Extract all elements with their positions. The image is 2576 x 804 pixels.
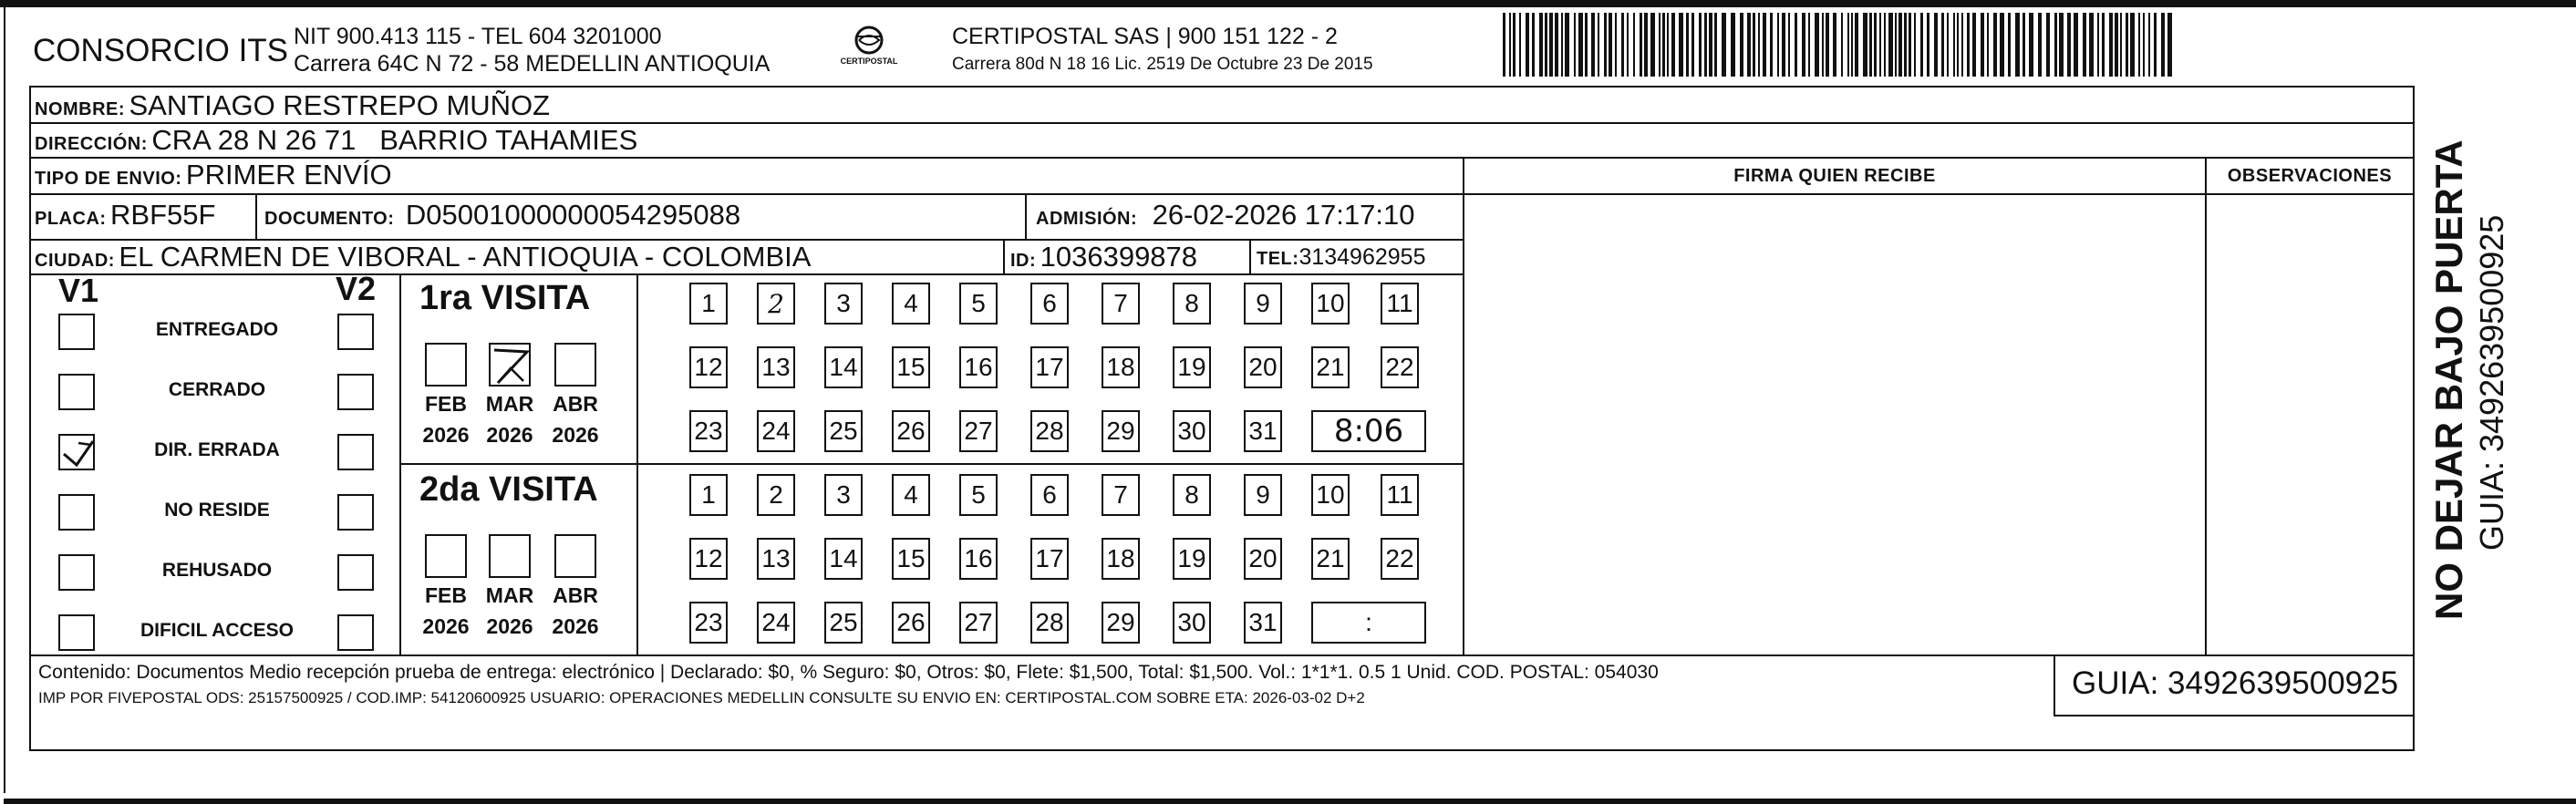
- visit2-month-checkbox[interactable]: [489, 534, 531, 578]
- side-guia: GUIA: 3492639500925: [2473, 214, 2510, 551]
- barcode-bar: [2008, 13, 2011, 77]
- barcode-bar: [1895, 13, 1897, 77]
- tel-value: 3134962955: [1298, 244, 1426, 270]
- barcode-bar: [1795, 13, 1797, 77]
- barcode-bar: [1731, 13, 1735, 77]
- barcode-bar: [2000, 13, 2004, 77]
- visit2-day-box[interactable]: 31: [1244, 602, 1282, 644]
- visit2-day-box[interactable]: 26: [892, 602, 930, 644]
- barcode-bar: [1953, 13, 1955, 77]
- nombre-row: [35, 89, 550, 122]
- barcode-bar: [1549, 13, 1553, 77]
- barcode-bar: [1993, 13, 1997, 77]
- barcode-bar: [1513, 13, 1516, 77]
- ciudad-label: CIUDAD:: [35, 251, 115, 271]
- admision-value: 26-02-2026 17:17:10: [1152, 199, 1415, 231]
- footer-imp: IMP POR FIVEPOSTAL ODS: 25157500925 / COD.IMP: 54120600925 USUARIO: OPERACIONES MEDELLIN CONSULTE SU ENVIO EN: CERTIPOSTAL.COM SOBRE ETA: 2026-03-02 D+2: [38, 689, 1365, 706]
- visit2-day-box[interactable]: 9: [1244, 474, 1282, 516]
- cell-divider: [1249, 239, 1251, 273]
- visit1-day-box[interactable]: 3: [824, 283, 863, 325]
- barcode-bar: [1855, 13, 1858, 77]
- status-v1-checkbox[interactable]: [58, 374, 95, 410]
- barcode-bar: [2046, 13, 2050, 77]
- visit1-month-checkbox[interactable]: [425, 343, 467, 387]
- id-label: ID:: [1010, 251, 1037, 271]
- firma-header: FIRMA QUIEN RECIBE: [1733, 166, 1936, 186]
- barcode-bar: [1777, 13, 1779, 77]
- barcode-bar: [1740, 13, 1743, 77]
- visit2-month-label: MAR: [485, 583, 534, 607]
- barcode-bar: [1545, 13, 1547, 77]
- certipostal-logo: [837, 22, 901, 77]
- barcode-bar: [1961, 13, 1963, 77]
- visit1-day-box[interactable]: 23: [689, 410, 728, 452]
- barcode-bar: [1947, 13, 1949, 77]
- visit1-day-box[interactable]: 16: [959, 346, 998, 388]
- visit1-day-box[interactable]: 27: [959, 410, 998, 452]
- visit1-day-box[interactable]: 20: [1244, 346, 1282, 388]
- barcode-bar: [1782, 13, 1785, 77]
- visit2-day-box[interactable]: 24: [757, 602, 795, 644]
- top-edge: [0, 0, 2576, 7]
- barcode-bar: [2102, 13, 2105, 77]
- status-v1-checkbox[interactable]: [58, 434, 95, 470]
- visit1-day-box[interactable]: 22: [1381, 346, 1419, 388]
- barcode-bar: [1847, 13, 1849, 77]
- barcode-bar: [1627, 13, 1629, 77]
- visit1-month-checkbox[interactable]: [554, 343, 596, 387]
- obs-column-divider: [2205, 157, 2207, 655]
- visit2-month-label: ABR: [553, 583, 598, 607]
- visit2-month-checkbox[interactable]: [425, 534, 467, 578]
- documento-label: DOCUMENTO:: [264, 209, 395, 229]
- barcode-bar: [2161, 13, 2165, 77]
- documento-row: [264, 199, 740, 232]
- visit1-title: 1ra VISITA: [419, 279, 591, 317]
- barcode-bar: [1808, 13, 1810, 77]
- barcode-bar: [1898, 13, 1902, 77]
- barcode-bar: [2130, 13, 2135, 77]
- barcode-bar: [1967, 13, 1970, 77]
- visit2-day-box[interactable]: 7: [1102, 474, 1140, 516]
- barcode-bar: [1802, 13, 1805, 77]
- visit2-day-box[interactable]: 1: [689, 474, 728, 516]
- barcode-bar: [1884, 13, 1886, 77]
- visit1-day-box[interactable]: 26: [892, 410, 930, 452]
- documento-value: D05001000000054295088: [405, 199, 741, 231]
- status-v2-checkbox[interactable]: [337, 494, 374, 531]
- barcode-bar: [2029, 13, 2033, 77]
- no-dejar-warning: NO DEJAR BAJO PUERTA: [2427, 139, 2470, 620]
- status-label: DIR. ERRADA: [154, 439, 280, 460]
- status-label: NO RESIDE: [164, 500, 270, 521]
- barcode-bar: [1851, 13, 1853, 77]
- barcode-bar: [1888, 13, 1893, 77]
- carrier-name: CERTIPOSTAL SAS | 900 151 122 - 2: [952, 24, 1338, 49]
- barcode-bar: [2143, 13, 2145, 77]
- barcode-bar: [1904, 13, 1907, 77]
- status-v2-checkbox[interactable]: [337, 374, 374, 410]
- visit1-day-box[interactable]: 17: [1030, 346, 1069, 388]
- row-divider: [29, 273, 1464, 275]
- direccion-label: DIRECCIÓN:: [35, 134, 148, 154]
- barcode-bar: [1671, 13, 1675, 77]
- nombre-label: NOMBRE:: [35, 99, 126, 119]
- barcode-bar: [1833, 13, 1836, 77]
- barcode-bar: [1519, 13, 1521, 77]
- barcode-bar: [2120, 13, 2122, 77]
- visit2-time-box[interactable]: :: [1311, 602, 1426, 644]
- barcode-bar: [2054, 13, 2057, 77]
- barcode-bar: [1503, 13, 1505, 77]
- barcode-bar: [1987, 13, 1989, 77]
- barcode-bar: [2089, 13, 2094, 77]
- tel-row: [1257, 244, 1425, 271]
- cell-divider: [255, 193, 257, 239]
- barcode-bar: [1621, 13, 1624, 77]
- bottom-edge: [4, 799, 2576, 804]
- cell-divider: [1003, 239, 1005, 273]
- left-edge: [4, 0, 5, 793]
- ciudad-row: [35, 241, 811, 273]
- barcode-bar: [1879, 13, 1881, 77]
- barcode-bar: [2067, 13, 2071, 77]
- barcode-bar: [1822, 13, 1824, 77]
- barcode: [1503, 13, 2179, 77]
- visit2-day-box[interactable]: 12: [689, 538, 728, 580]
- visit1-day-box[interactable]: 8: [1173, 283, 1211, 325]
- barcode-bar: [1981, 13, 1984, 77]
- status-label: CERRADO: [168, 379, 266, 400]
- barcode-bar: [2023, 13, 2025, 77]
- visit1-month-label: FEB: [425, 392, 467, 416]
- visit2-day-box[interactable]: 2: [757, 474, 795, 516]
- barcode-bar: [1909, 13, 1911, 77]
- firma-header-line: [1464, 193, 2415, 195]
- admision-row: [1036, 199, 1414, 232]
- visit1-day-box[interactable]: 25: [824, 410, 863, 452]
- visit2-day-box[interactable]: 17: [1030, 538, 1069, 580]
- barcode-bar: [1747, 13, 1751, 77]
- visit1-day-box[interactable]: 4: [892, 283, 930, 325]
- barcode-bar: [1758, 13, 1760, 77]
- barcode-bar: [1585, 13, 1588, 77]
- status-v2-checkbox[interactable]: [337, 434, 374, 470]
- visit1-day-box[interactable]: 5: [959, 283, 998, 325]
- visit2-day-box[interactable]: 19: [1173, 538, 1211, 580]
- visit-divider: [399, 463, 1464, 465]
- visit2-day-box[interactable]: 18: [1102, 538, 1140, 580]
- barcode-bar: [1841, 13, 1843, 77]
- visit2-day-box[interactable]: 10: [1311, 474, 1350, 516]
- barcode-bar: [1788, 13, 1790, 77]
- status-label: ENTREGADO: [155, 319, 279, 340]
- visit2-day-box[interactable]: 13: [757, 538, 795, 580]
- visit1-year-label: 2026: [552, 423, 599, 447]
- visit2-day-box[interactable]: 20: [1244, 538, 1282, 580]
- visit2-day-box[interactable]: 15: [892, 538, 930, 580]
- barcode-bar: [1640, 13, 1642, 77]
- barcode-bar: [2038, 13, 2042, 77]
- company-name: CONSORCIO ITS: [33, 33, 289, 68]
- barcode-bar: [1914, 13, 1916, 77]
- barcode-bar: [2059, 13, 2064, 77]
- footer-guia: GUIA: 3492639500925: [2072, 665, 2399, 701]
- barcode-bar: [1770, 13, 1773, 77]
- visit1-year-label: 2026: [422, 423, 470, 447]
- carrier-address: Carrera 80d N 18 16 Lic. 2519 De Octubre 23 De 2015: [952, 55, 1373, 74]
- status-v2-checkbox[interactable]: [337, 614, 374, 651]
- barcode-bar: [2167, 13, 2172, 77]
- barcode-bar: [2154, 13, 2157, 77]
- visit2-day-box[interactable]: 6: [1030, 474, 1069, 516]
- visit1-year-label: 2026: [486, 423, 533, 447]
- visit2-day-box[interactable]: 5: [959, 474, 998, 516]
- visit2-day-box[interactable]: 21: [1311, 538, 1350, 580]
- barcode-bar: [1574, 13, 1576, 77]
- visit1-day-box[interactable]: 11: [1381, 283, 1419, 325]
- barcode-bar: [1565, 13, 1569, 77]
- v2-header: V2: [336, 270, 377, 307]
- visit1-day-box[interactable]: 31: [1244, 410, 1282, 452]
- barcode-bar: [2148, 13, 2150, 77]
- barcode-bar: [2115, 13, 2118, 77]
- observaciones-header: OBSERVACIONES: [2227, 166, 2393, 186]
- barcode-bar: [1644, 13, 1648, 77]
- barcode-bar: [2138, 13, 2140, 77]
- barcode-bar: [2109, 13, 2113, 77]
- tipo-label: TIPO DE ENVIO:: [35, 169, 182, 189]
- v1-header: V1: [58, 272, 99, 309]
- barcode-bar: [1863, 13, 1867, 77]
- visit1-day-box[interactable]: 6: [1030, 283, 1069, 325]
- visit1-day-box[interactable]: 10: [1311, 283, 1350, 325]
- visit1-day-box[interactable]: 24: [757, 410, 795, 452]
- barcode-bar: [1591, 13, 1595, 77]
- visit1-day-box[interactable]: 1: [689, 283, 728, 325]
- visit1-time-box[interactable]: 8:06: [1311, 410, 1426, 452]
- placa-label: PLACA:: [35, 209, 107, 229]
- placa-row: [35, 199, 215, 232]
- barcode-bar: [2015, 13, 2020, 77]
- visit2-day-box[interactable]: 28: [1030, 602, 1069, 644]
- guia-box-bottom: [2054, 715, 2415, 716]
- barcode-bar: [1941, 13, 1944, 77]
- barcode-bar: [1826, 13, 1829, 77]
- visit1-month-checkbox[interactable]: [489, 343, 531, 387]
- barcode-bar: [1555, 13, 1558, 77]
- tel-label: TEL:: [1257, 249, 1299, 269]
- visit1-month-label: MAR: [485, 392, 534, 416]
- barcode-bar: [1633, 13, 1635, 77]
- visit1-day-box[interactable]: 19: [1173, 346, 1211, 388]
- barcode-bar: [1815, 13, 1819, 77]
- tipo-row: [35, 159, 392, 191]
- visit2-day-box[interactable]: 4: [892, 474, 930, 516]
- visit1-day-box[interactable]: 29: [1102, 410, 1140, 452]
- barcode-bar: [1869, 13, 1872, 77]
- status-v2-checkbox[interactable]: [337, 554, 374, 591]
- visit1-day-box[interactable]: 28: [1030, 410, 1069, 452]
- visit1-day-box[interactable]: 12: [689, 346, 728, 388]
- company-address: Carrera 64C N 72 - 58 MEDELLIN ANTIOQUIA: [294, 51, 771, 77]
- barcode-bar: [1615, 13, 1617, 77]
- visit2-day-box[interactable]: 29: [1102, 602, 1140, 644]
- guia-box-left: [2054, 655, 2055, 716]
- visit2-year-label: 2026: [552, 614, 599, 638]
- visit2-day-box[interactable]: 23: [689, 602, 728, 644]
- status-label: REHUSADO: [161, 560, 273, 581]
- barcode-bar: [1714, 13, 1717, 77]
- admision-label: ADMISIÓN:: [1036, 209, 1138, 229]
- tipo-value: PRIMER ENVÍO: [185, 159, 392, 191]
- barcode-bar: [2083, 13, 2086, 77]
- barcode-bar: [1609, 13, 1612, 77]
- visit2-day-box[interactable]: 14: [824, 538, 863, 580]
- barcode-bar: [1561, 13, 1563, 77]
- visit1-day-box[interactable]: 30: [1173, 410, 1211, 452]
- barcode-bar: [2097, 13, 2099, 77]
- visit2-day-box[interactable]: 22: [1381, 538, 1419, 580]
- visit2-day-box[interactable]: 11: [1381, 474, 1419, 516]
- visit1-day-box[interactable]: 14: [824, 346, 863, 388]
- visit1-day-box[interactable]: 21: [1311, 346, 1350, 388]
- barcode-bar: [1699, 13, 1702, 77]
- visit2-day-box[interactable]: 3: [824, 474, 863, 516]
- visit2-day-box[interactable]: 30: [1173, 602, 1211, 644]
- barcode-bar: [1934, 13, 1938, 77]
- barcode-bar: [1957, 13, 1959, 77]
- visit2-day-box[interactable]: 8: [1173, 474, 1211, 516]
- barcode-bar: [1604, 13, 1607, 77]
- visit2-day-box[interactable]: 25: [824, 602, 863, 644]
- cell-divider: [1025, 193, 1027, 239]
- barcode-bar: [1927, 13, 1929, 77]
- barcode-bar: [1509, 13, 1511, 77]
- barcode-bar: [1650, 13, 1655, 77]
- firma-column-divider: [1463, 157, 1464, 655]
- status-v1-checkbox[interactable]: [58, 494, 95, 531]
- barcode-bar: [1686, 13, 1689, 77]
- barcode-bar: [1691, 13, 1694, 77]
- barcode-bar: [1667, 13, 1669, 77]
- footer-contenido: Contenido: Documentos Medio recepción prueba de entrega: electrónico | Declarado: $0, % Seguro: $0, Otros: $0, Flete: $1,500, Total: $1,500. Vol.: 1*1*1. 0.5 1 Unid. COD. POSTAL: 054030: [38, 662, 1659, 683]
- barcode-bar: [1874, 13, 1877, 77]
- visit1-day-box[interactable]: 7: [1102, 283, 1140, 325]
- status-v2-checkbox[interactable]: [337, 314, 374, 350]
- barcode-bar: [2074, 13, 2078, 77]
- status-v1-checkbox[interactable]: [58, 614, 95, 651]
- direccion-value: CRA 28 N 26 71 BARRIO TAHAMIES: [151, 124, 638, 156]
- visit2-year-label: 2026: [486, 614, 533, 638]
- status-v1-checkbox[interactable]: [58, 554, 95, 591]
- visit2-month-label: FEB: [425, 583, 467, 607]
- nombre-value: SANTIAGO RESTREPO MUÑOZ: [129, 89, 551, 121]
- barcode-bar: [1532, 13, 1535, 77]
- placa-value: RBF55F: [110, 199, 216, 231]
- barcode-bar: [1598, 13, 1599, 77]
- id-value: 1036399878: [1040, 241, 1198, 273]
- barcode-bar: [1679, 13, 1683, 77]
- direccion-row: [35, 124, 637, 157]
- visit1-day-box[interactable]: 2: [757, 283, 795, 325]
- footer-divider: [29, 655, 2415, 656]
- barcode-bar: [1709, 13, 1712, 77]
- visit1-day-box[interactable]: 18: [1102, 346, 1140, 388]
- id-row: [1010, 241, 1197, 273]
- visit1-day-box[interactable]: 15: [892, 346, 930, 388]
- visit1-day-box[interactable]: 13: [757, 346, 795, 388]
- barcode-bar: [1662, 13, 1665, 77]
- barcode-bar: [2126, 13, 2128, 77]
- barcode-bar: [1920, 13, 1923, 77]
- visit2-day-box[interactable]: 27: [959, 602, 998, 644]
- visit2-month-checkbox[interactable]: [554, 534, 596, 578]
- barcode-bar: [1704, 13, 1707, 77]
- barcode-bar: [1763, 13, 1766, 77]
- logo-text: CERTIPOSTAL: [840, 57, 898, 66]
- barcode-bar: [1722, 13, 1726, 77]
- visit2-year-label: 2026: [422, 614, 470, 638]
- barcode-bar: [1753, 13, 1755, 77]
- ciudad-value: EL CARMEN DE VIBORAL - ANTIOQUIA - COLOMBIA: [119, 241, 812, 273]
- visit1-day-box[interactable]: 9: [1244, 283, 1282, 325]
- barcode-bar: [1972, 13, 1976, 77]
- status-v1-checkbox[interactable]: [58, 314, 95, 350]
- barcode-bar: [1526, 13, 1529, 77]
- visit2-title: 2da VISITA: [419, 470, 598, 509]
- barcode-bar: [1539, 13, 1543, 77]
- visit2-day-box[interactable]: 16: [959, 538, 998, 580]
- visit1-month-label: ABR: [553, 392, 598, 416]
- barcode-bar: [1659, 13, 1660, 77]
- status-label: DIFICIL ACCESO: [140, 620, 294, 641]
- company-nit-tel: NIT 900.413 115 - TEL 604 3201000: [294, 24, 662, 49]
- barcode-bar: [1578, 13, 1583, 77]
